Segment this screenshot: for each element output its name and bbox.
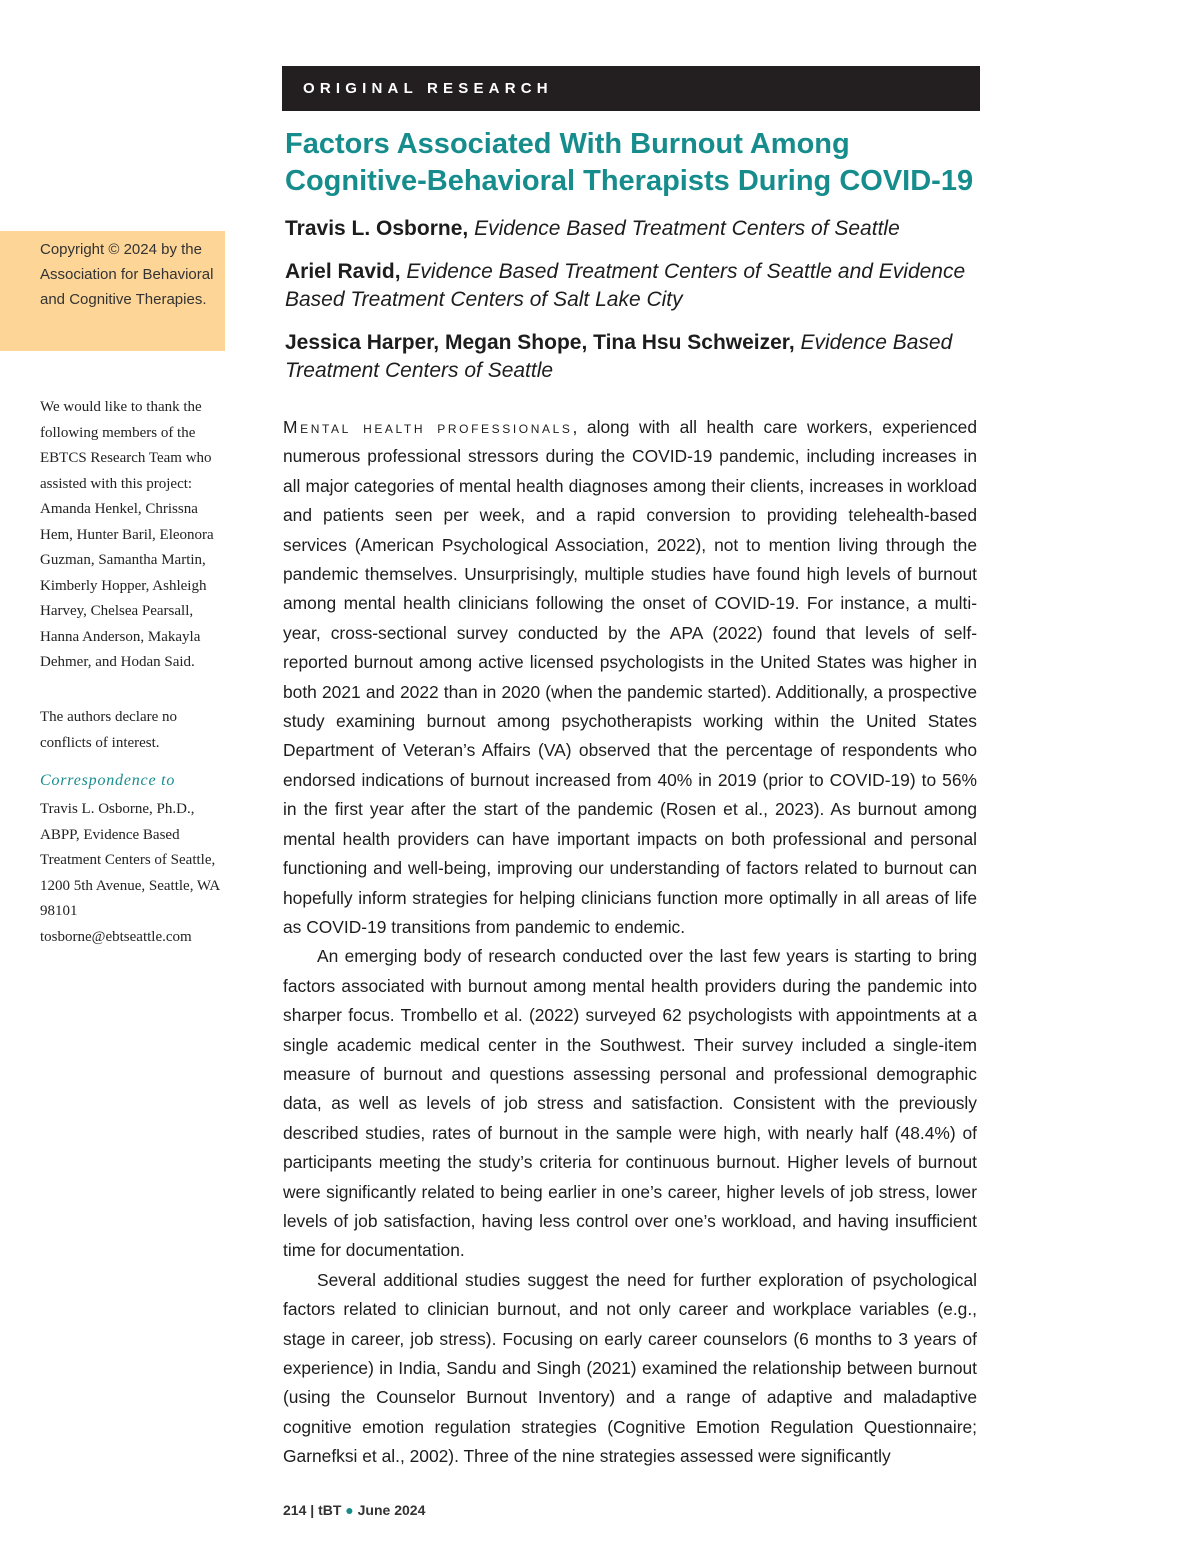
correspondence-heading: Correspondence to	[40, 772, 176, 789]
article-body	[283, 413, 977, 1472]
body-paragraph	[283, 413, 977, 942]
author-names: Jessica Harper, Megan Shope, Tina Hsu Schweizer,	[285, 331, 795, 354]
correspondence-email[interactable]: tosborne@ebtseattle.com	[40, 928, 192, 945]
article-title: Factors Associated With Burnout Among Cognitive-Behavioral Therapists During COVID-19	[285, 128, 974, 197]
author-line	[285, 215, 975, 243]
correspondence-block	[40, 797, 225, 950]
page-number: 214	[283, 1502, 307, 1518]
author-names: Travis L. Osborne,	[285, 217, 469, 240]
author-affiliation: Evidence Based Treatment Centers of Seattle	[285, 331, 953, 382]
author-affiliation: Evidence Based Treatment Centers of Seattle	[474, 217, 900, 240]
lead-in: Mental health professionals	[283, 417, 573, 437]
conflict-statement: The authors declare no conflicts of interest.	[40, 709, 178, 751]
journal-name: tBT	[318, 1502, 342, 1518]
author-affiliation: Evidence Based Treatment Centers of Seattle and Evidence Based Treatment Centers of Salt Lake City	[285, 260, 966, 311]
body-paragraph: Several additional studies suggest the need for further exploration of psychological factors related to clinician burnout, and not only career and workplace variables (e.g., stage in career, job stress). Focusing on early career counselors (6 months to 3 years of experience) in India, Sandu and Singh (2021) examined the relationship between burnout (using the Counselor Burnout Inventory) and a range of adaptive and maladaptive cognitive emotion regulation strategies (Cognitive Emotion Regulation Questionnaire; Garnefksi et al., 2002). Three of the nine strategies assessed were significantly	[283, 1269, 977, 1467]
bullet-dot-icon: ●	[345, 1502, 354, 1518]
acknowledgment: We would like to thank the following members of the EBTCS Research Team who assisted with this project: Amanda Henkel, Chrissna Hem, Hunter Baril, Eleonora Guzman, Samantha Martin, Kimberly Hopper, Ashleigh Harvey, Chelsea Pearsall, Hanna Anderson, Makayla Dehmer, and Hodan Said.	[40, 399, 214, 670]
section-banner	[282, 66, 980, 111]
copyright-text: Copyright © 2024 by the Association for Behavioral and Cognitive Therapies.	[40, 241, 214, 308]
correspondence-address: Travis L. Osborne, Ph.D., ABPP, Evidence Based Treatment Centers of Seattle, 1200 5th Avenue, Seattle, WA 98101	[40, 801, 220, 919]
issue-date: June 2024	[357, 1502, 426, 1518]
paragraph-text: , along with all health care workers, experienced numerous professional stressors during the COVID-19 pandemic, including increases in all major categories of mental health diagnoses among their clients, increases in workload and patients seen per week, and a rapid conversion to providing telehealth-based services (American Psychological Association, 2022), not to mention living through the pandemic themselves. Unsurprisingly, multiple studies have found high levels of burnout among mental health clinicians following the onset of COVID-19. For instance, a multi-year, cross-sectional survey conducted by the APA (2022) found that levels of self-reported burnout among active licensed psychologists in the United States was higher in both 2021 and 2022 than in 2020 (when the pandemic started). Additionally, a prospective study examining burnout among psychotherapists working within the United States Department of Veteran’s Affairs (VA) observed that the percentage of respondents who endorsed indications of burnout increased from 40% in 2019 (prior to COVID-19) to 56% in the first year after the start of the pandemic (Rosen et al., 2023). As burnout among mental health providers can have important impacts on both professional and personal functioning and well-being, improving our understanding of factors related to burnout can hopefully inform strategies for helping clinicians function more optimally in all areas of life as COVID-19 transitions from pandemic to endemic.	[283, 417, 978, 937]
section-label: ORIGINAL RESEARCH	[303, 80, 553, 97]
footer-separator: |	[310, 1502, 315, 1518]
page-footer	[283, 1502, 425, 1518]
author-names: Ariel Ravid,	[285, 260, 401, 283]
body-paragraph: An emerging body of research conducted over the last few years is starting to bring factors associated with burnout among mental health providers during the pandemic into sharper focus. Trombello et al. (2022) surveyed 62 psychologists with appointments at a single academic medical center in the Southwest. Their survey included a single-item measure of burnout and questions assessing personal and professional demographic data, as well as levels of job stress and satisfaction. Consistent with the previously described studies, rates of burnout in the sample were high, with nearly half (48.4%) of participants meeting the study’s criteria for continuous burnout. Higher levels of burnout were significantly related to being earlier in one’s career, higher levels of job stress, lower levels of job satisfaction, having less control over one’s workload, and having insufficient time for documentation.	[283, 946, 977, 1261]
author-line	[285, 329, 975, 385]
copyright-notice	[0, 231, 225, 351]
author-line	[285, 258, 975, 314]
